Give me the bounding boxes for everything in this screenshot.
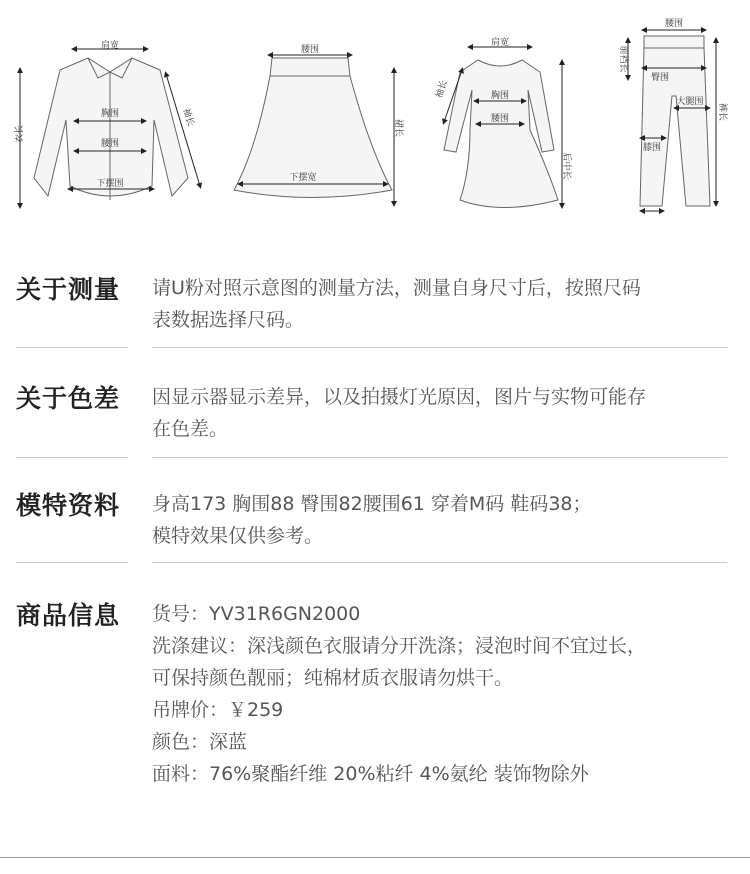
pants-front-rise-label: 前裆长 — [618, 45, 628, 73]
shirt-length-label: 衣长 — [15, 124, 25, 144]
dress-diagram — [444, 47, 562, 208]
divider — [16, 347, 128, 348]
section-body — [152, 272, 737, 336]
divider — [152, 457, 727, 458]
section-line: 请U粉对照示意图的测量方法，测量自身尺寸后，按照尺码 — [152, 277, 641, 299]
pants-diagram — [628, 30, 716, 211]
section-line: 身高173 胸围88 臀围82腰围61 穿着M码 鞋码38； — [152, 493, 592, 515]
pants-waist-label: 腰围 — [664, 19, 684, 29]
section-line: 在色差。 — [152, 418, 229, 440]
pants-length-label: 裤长 — [717, 102, 727, 122]
washing-advice-cont: 可保持颜色靓丽；纯棉材质衣服请勿烘干。 — [152, 667, 514, 689]
divider — [152, 347, 727, 348]
dress-sleeve-label: 袖长 — [434, 79, 450, 100]
pants-hip-label: 臀围 — [650, 73, 670, 83]
garment-outlines — [0, 0, 750, 230]
divider — [16, 457, 128, 458]
shirt-waist-label: 腰围 — [100, 139, 120, 149]
section-body — [152, 598, 737, 790]
dress-waist-label: 腰围 — [490, 114, 510, 124]
skirt-waist-label: 腰围 — [300, 45, 320, 55]
washing-advice: 洗涤建议：深浅颜色衣服请分开洗涤；浸泡时间不宜过长， — [152, 635, 647, 657]
pants-knee-label: 膝围 — [642, 143, 662, 153]
section-line: 表数据选择尺码。 — [152, 309, 305, 331]
shirt-chest-label: 胸围 — [100, 109, 120, 119]
section-heading: 关于色差 — [16, 384, 121, 413]
section-line: 因显示器显示差异，以及拍摄灯光原因，图片与实物可能存 — [152, 386, 647, 408]
bottom-divider — [0, 857, 750, 858]
dress-chest-label: 胸围 — [490, 91, 510, 101]
shirt-shoulder-label: 肩宽 — [100, 41, 120, 51]
dress-shoulder-label: 肩宽 — [490, 38, 510, 48]
tag-price: 吊牌价：￥259 — [152, 699, 284, 721]
divider — [152, 562, 727, 563]
skirt-length-label: 裙长 — [393, 118, 403, 138]
size-diagrams — [0, 0, 750, 230]
skirt-hem-label: 下摆宽 — [289, 173, 317, 183]
section-line: 模特效果仅供参考。 — [152, 525, 324, 547]
fabric-composition: 面料：76%聚酯纤维 20%粘纤 4%氨纶 装饰物除外 — [152, 763, 589, 785]
dress-back-length-label: 后中长 — [561, 152, 571, 180]
section-body — [152, 381, 737, 445]
product-code: 货号：YV31R6GN2000 — [152, 603, 361, 625]
section-heading: 模特资料 — [16, 491, 121, 520]
divider — [16, 562, 128, 563]
section-body — [152, 488, 737, 552]
color-value: 颜色：深蓝 — [152, 731, 248, 753]
shirt-hem-label: 下摆围 — [96, 179, 124, 189]
section-heading: 关于测量 — [16, 275, 121, 304]
pants-thigh-label: 大腿围 — [676, 97, 704, 107]
section-heading: 商品信息 — [16, 601, 121, 630]
shirt-sleeve-label: 袖长 — [180, 107, 196, 128]
